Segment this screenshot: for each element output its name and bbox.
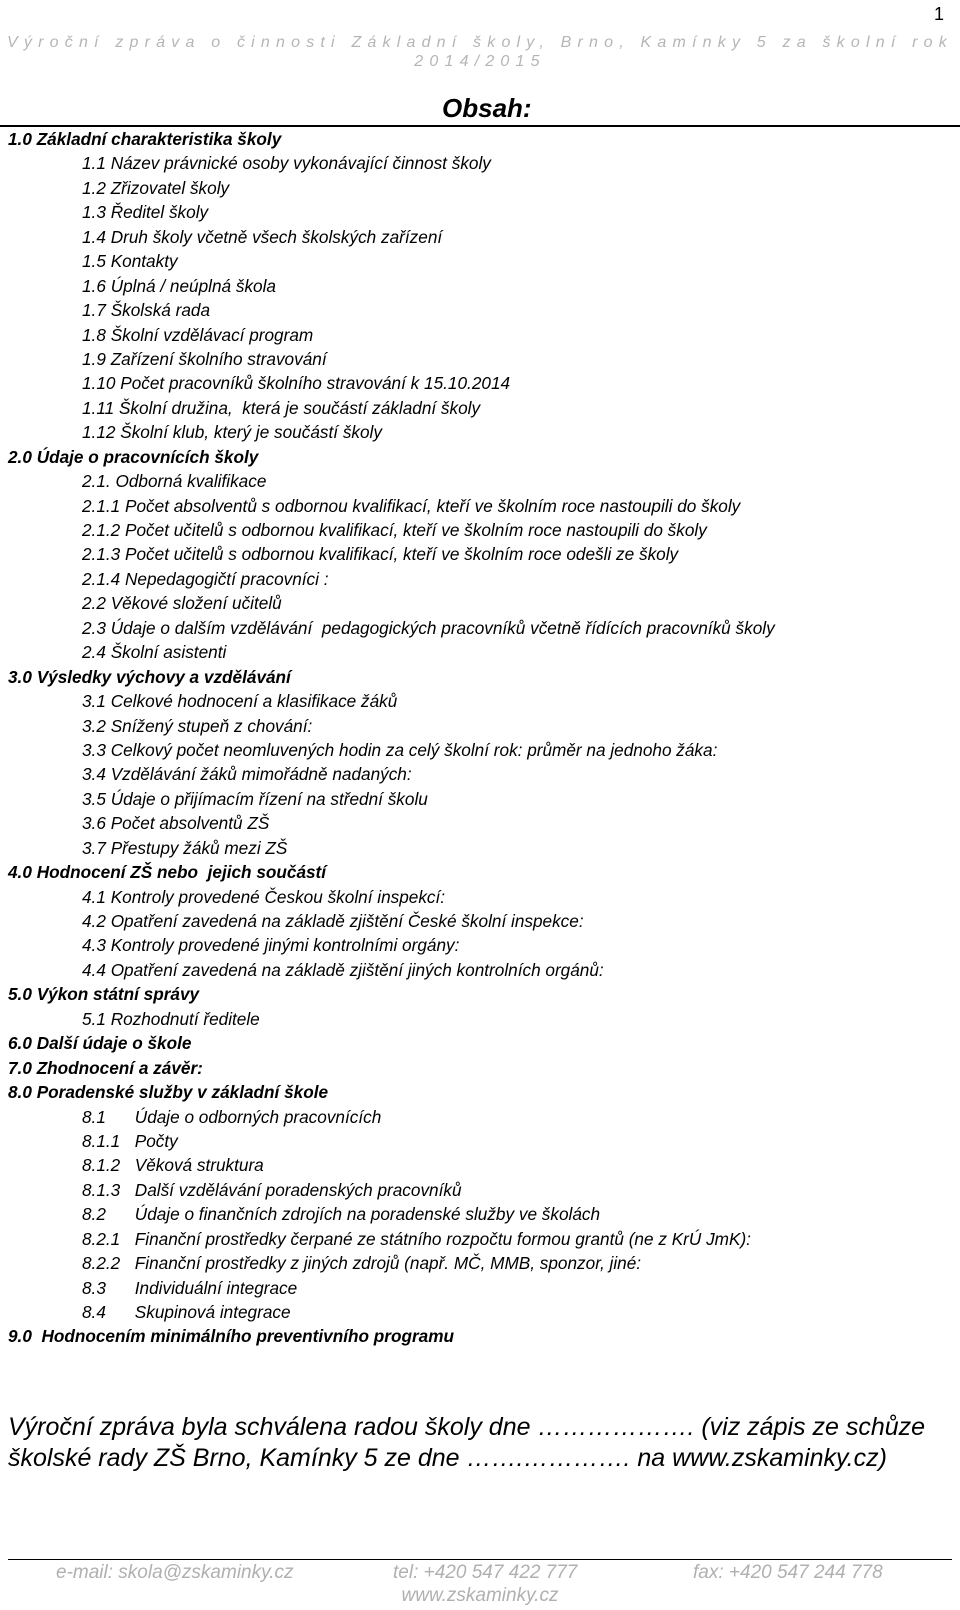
toc-subsection bbox=[0, 469, 960, 493]
footer-fax: fax: +420 547 244 778 bbox=[693, 1562, 883, 1583]
toc-number: 1.11 bbox=[82, 397, 115, 418]
toc-subsection bbox=[0, 347, 960, 371]
approval-note bbox=[8, 1412, 925, 1474]
toc-subsection bbox=[0, 249, 960, 273]
toc-number: 3.3 bbox=[82, 739, 106, 760]
toc-subsection bbox=[0, 933, 960, 957]
toc-text: Opatření zavedená na základě zjištění České školní inspekce: bbox=[110, 911, 584, 931]
toc-number: 2.2 bbox=[82, 593, 106, 614]
toc-subsection bbox=[0, 1300, 960, 1324]
toc-section bbox=[0, 1324, 960, 1348]
toc-number: 2.1. bbox=[82, 471, 111, 492]
toc-number: 1.1 bbox=[82, 153, 106, 174]
toc-text: Počet pracovníků školního stravování k 15.10.2014 bbox=[120, 373, 511, 394]
toc-subsection bbox=[0, 1227, 960, 1251]
approval-line-2: školské rady ZŠ Brno, Kamínky 5 ze dne …….…………. na www.zskaminky.cz) bbox=[8, 1444, 887, 1472]
toc-text: Kontakty bbox=[110, 251, 178, 272]
toc-number: 4.3 bbox=[82, 935, 106, 956]
toc-text: Zřizovatel školy bbox=[110, 177, 230, 198]
toc-text: Počet absolventů ZŠ bbox=[110, 813, 270, 834]
toc-subsection bbox=[0, 591, 960, 615]
toc-text: Opatření zavedená na základě zjištění jiných kontrolních orgánů: bbox=[110, 959, 604, 980]
toc-number: 4.2 bbox=[82, 911, 106, 931]
toc-text: Skupinová integrace bbox=[134, 1302, 291, 1322]
toc-subsection bbox=[0, 762, 960, 786]
toc-text: Školní vzdělávací program bbox=[110, 324, 314, 345]
toc-subsection bbox=[0, 1129, 960, 1153]
page-number: 1 bbox=[933, 4, 944, 24]
toc-number: 8.0 bbox=[8, 1082, 32, 1103]
toc-subsection bbox=[0, 958, 960, 982]
toc-subsection bbox=[0, 323, 960, 347]
toc-subsection bbox=[0, 836, 960, 860]
toc-subsection bbox=[0, 176, 960, 200]
toc-subsection bbox=[0, 885, 960, 909]
toc-subsection bbox=[0, 420, 960, 444]
toc-text: Vzdělávání žáků mimořádně nadaných: bbox=[110, 764, 412, 785]
toc-text: Snížený stupeň z chování: bbox=[110, 715, 313, 736]
toc-text: Věkové složení učitelů bbox=[110, 593, 282, 614]
toc-text: Kontroly provedené jinými kontrolními orgány: bbox=[110, 935, 460, 956]
toc-text: Údaje o pracovnících školy bbox=[36, 446, 259, 467]
toc-text: Další vzdělávání poradenských pracovníků bbox=[134, 1179, 462, 1200]
toc-number: 3.4 bbox=[82, 764, 106, 785]
toc-subsection bbox=[0, 1007, 960, 1031]
toc-number: 1.12 bbox=[82, 422, 116, 443]
toc-number: 2.1.1 bbox=[82, 495, 121, 516]
toc-number: 1.0 bbox=[8, 129, 32, 149]
toc-text: Počet absolventů s odbornou kvalifikací, kteří ve školním roce nastoupili do školy bbox=[125, 495, 741, 516]
toc-text: Základní charakteristika školy bbox=[36, 129, 282, 149]
toc-subsection bbox=[0, 616, 960, 640]
toc-number: 1.6 bbox=[82, 275, 106, 296]
toc-text: Hodnocení ZŠ nebo jejich součástí bbox=[36, 862, 327, 883]
toc-subsection bbox=[0, 200, 960, 224]
toc-subsection bbox=[0, 298, 960, 322]
toc-text: Výkon státní správy bbox=[36, 984, 200, 1005]
toc-number: 1.4 bbox=[82, 226, 106, 247]
toc-subsection bbox=[0, 1105, 960, 1129]
toc-text: Školní družina, která je součástí základní školy bbox=[118, 397, 481, 418]
toc-text: Počet učitelů s odbornou kvalifikací, kteří ve školním roce odešli ze školy bbox=[125, 544, 679, 565]
toc-section bbox=[0, 1080, 960, 1104]
toc-number: 9.0 bbox=[8, 1326, 32, 1347]
toc-text: Údaje o odborných pracovnících bbox=[134, 1106, 382, 1127]
toc-section bbox=[0, 860, 960, 884]
toc-number: 1.3 bbox=[82, 202, 106, 223]
toc-number: 1.7 bbox=[82, 300, 106, 321]
toc-text: Název právnické osoby vykonávající činnost školy bbox=[110, 153, 491, 174]
toc-text: Údaje o finančních zdrojích na poradenské služby ve školách bbox=[134, 1204, 601, 1225]
toc-number: 8.4 bbox=[82, 1302, 106, 1322]
toc-section bbox=[0, 127, 960, 151]
toc-subsection bbox=[0, 689, 960, 713]
toc-text: Údaje o přijímacím řízení na střední školu bbox=[110, 788, 428, 809]
toc-number: 3.7 bbox=[82, 837, 106, 858]
toc-subsection bbox=[0, 494, 960, 518]
toc-subsection bbox=[0, 1178, 960, 1202]
toc-number: 1.9 bbox=[82, 348, 106, 369]
toc-text: Výsledky výchovy a vzdělávání bbox=[36, 666, 291, 687]
toc-number: 2.1.2 bbox=[82, 520, 121, 540]
table-of-contents bbox=[0, 127, 960, 1349]
toc-text: Individuální integrace bbox=[134, 1277, 298, 1298]
toc-text: Celkový počet neomluvených hodin za celý školní rok: průměr na jednoho žáka: bbox=[110, 739, 718, 760]
toc-text: Věková struktura bbox=[134, 1155, 264, 1176]
toc-number: 2.3 bbox=[82, 617, 106, 638]
toc-number: 1.2 bbox=[82, 177, 106, 198]
toc-number: 4.1 bbox=[82, 886, 106, 907]
toc-number: 8.1.3 bbox=[82, 1179, 121, 1200]
footer-email: e-mail: skola@zskaminky.cz bbox=[56, 1562, 294, 1583]
toc-subsection bbox=[0, 371, 960, 395]
toc-text: Školní klub, který je součástí školy bbox=[120, 422, 382, 443]
footer-website: www.zskaminky.cz bbox=[401, 1585, 559, 1606]
toc-text: Poradenské služby v základní škole bbox=[36, 1082, 329, 1103]
toc-text: Ředitel školy bbox=[110, 202, 209, 223]
toc-number: 8.2.1 bbox=[82, 1228, 121, 1249]
toc-section bbox=[0, 445, 960, 469]
toc-number: 8.1 bbox=[82, 1106, 106, 1127]
toc-text: Zhodnocení a závěr: bbox=[36, 1057, 203, 1078]
toc-subsection bbox=[0, 738, 960, 762]
toc-subsection bbox=[0, 567, 960, 591]
toc-subsection bbox=[0, 1276, 960, 1300]
toc-text: Nepedagogičtí pracovníci : bbox=[125, 568, 329, 589]
toc-number: 2.0 bbox=[8, 446, 32, 467]
toc-subsection bbox=[0, 225, 960, 249]
approval-line-1: Výroční zpráva byla schválena radou školy dne ………………. (viz zápis ze schůze bbox=[8, 1413, 926, 1441]
toc-text: Školská rada bbox=[110, 300, 211, 321]
toc-text: Počty bbox=[134, 1130, 178, 1151]
toc-number: 3.6 bbox=[82, 813, 106, 834]
toc-subsection bbox=[0, 787, 960, 811]
toc-subsection bbox=[0, 714, 960, 738]
toc-subsection bbox=[0, 1202, 960, 1226]
toc-text: Celkové hodnocení a klasifikace žáků bbox=[110, 691, 398, 712]
toc-text: Hodnocením minimálního preventivního programu bbox=[36, 1326, 454, 1347]
toc-number: 1.5 bbox=[82, 251, 106, 272]
toc-subsection bbox=[0, 1153, 960, 1177]
toc-text: Kontroly provedené Českou školní inspekcí: bbox=[110, 886, 446, 907]
toc-text: Rozhodnutí ředitele bbox=[110, 1008, 260, 1029]
toc-number: 1.8 bbox=[82, 324, 106, 345]
toc-text: Přestupy žáků mezi ZŠ bbox=[110, 837, 288, 858]
toc-number: 8.3 bbox=[82, 1277, 106, 1298]
toc-section bbox=[0, 1031, 960, 1055]
toc-number: 4.0 bbox=[8, 862, 32, 883]
toc-subsection bbox=[0, 909, 960, 933]
toc-text: Další údaje o škole bbox=[36, 1033, 192, 1054]
toc-subsection bbox=[0, 274, 960, 298]
page-footer bbox=[0, 1561, 960, 1607]
toc-subsection bbox=[0, 396, 960, 420]
toc-text: Druh školy včetně všech školských zařízení bbox=[110, 226, 443, 247]
toc-subsection bbox=[0, 640, 960, 664]
toc-subsection bbox=[0, 151, 960, 175]
header-title-line: Výroční zpráva o činnosti Základní školy, Brno, Kamínky 5 za školní rok bbox=[7, 34, 953, 51]
toc-text: Odborná kvalifikace bbox=[115, 471, 267, 492]
toc-number: 8.1.2 bbox=[82, 1155, 121, 1176]
toc-number: 8.2 bbox=[82, 1204, 106, 1225]
toc-number: 2.4 bbox=[82, 642, 106, 663]
toc-text: Počet učitelů s odbornou kvalifikací, kteří ve školním roce nastoupili do školy bbox=[125, 520, 707, 540]
toc-text: Úplná / neúplná škola bbox=[110, 275, 276, 296]
toc-number: 3.5 bbox=[82, 788, 106, 809]
footer-divider bbox=[8, 1559, 952, 1560]
toc-section bbox=[0, 1056, 960, 1080]
toc-subsection bbox=[0, 542, 960, 566]
toc-number: 6.0 bbox=[8, 1033, 32, 1054]
toc-subsection bbox=[0, 518, 960, 542]
toc-text: Zařízení školního stravování bbox=[110, 348, 327, 369]
toc-number: 1.10 bbox=[82, 373, 116, 394]
toc-number: 5.0 bbox=[8, 984, 32, 1005]
header-year-line: 2014/2015 bbox=[414, 53, 546, 70]
toc-section bbox=[0, 982, 960, 1006]
toc-subsection bbox=[0, 1251, 960, 1275]
toc-text: Finanční prostředky z jiných zdrojů (např. MČ, MMB, sponzor, jiné: bbox=[134, 1253, 642, 1274]
toc-section bbox=[0, 665, 960, 689]
toc-number: 5.1 bbox=[82, 1008, 106, 1029]
toc-subsection bbox=[0, 811, 960, 835]
toc-number: 3.1 bbox=[82, 691, 106, 712]
running-header bbox=[0, 33, 960, 71]
toc-number: 8.2.2 bbox=[82, 1253, 121, 1274]
toc-text: Školní asistenti bbox=[110, 642, 227, 663]
footer-phone: tel: +420 547 422 777 bbox=[393, 1562, 578, 1583]
toc-text: Údaje o dalším vzdělávání pedagogických pracovníků včetně řídících pracovníků školy bbox=[110, 617, 775, 638]
toc-number: 4.4 bbox=[82, 959, 106, 980]
page-title: Obsah: bbox=[442, 93, 532, 123]
toc-number: 2.1.4 bbox=[82, 568, 121, 589]
toc-number: 8.1.1 bbox=[82, 1130, 121, 1151]
toc-text: Finanční prostředky čerpané ze státního rozpočtu formou grantů (ne z KrÚ JmK): bbox=[134, 1228, 751, 1249]
toc-number: 2.1.3 bbox=[82, 544, 121, 565]
toc-number: 3.0 bbox=[8, 666, 32, 687]
toc-number: 7.0 bbox=[8, 1057, 32, 1078]
toc-number: 3.2 bbox=[82, 715, 106, 736]
